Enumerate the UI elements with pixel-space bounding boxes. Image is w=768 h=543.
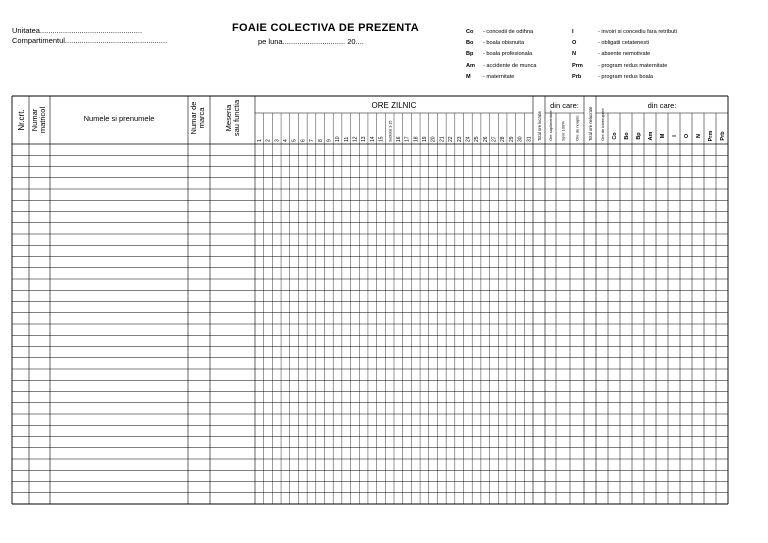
day-header: 2 [265, 139, 272, 142]
day-header: 14 [369, 136, 376, 142]
legend-code: M [466, 73, 471, 80]
day-header: 16 [395, 136, 402, 142]
unit-label: Unitatea................................................. [12, 26, 143, 35]
month-line: pe luna.............................. 20.... [258, 37, 364, 46]
day-header: 27 [491, 136, 498, 142]
legend-code: Bp [466, 51, 474, 58]
legend-code: O [572, 40, 577, 47]
day-header: 12 [352, 136, 359, 142]
sub-header: O [684, 133, 690, 139]
day-header: Subtotal 1-15 [388, 120, 393, 142]
sub-header: Co [612, 132, 618, 140]
legend-text: - boala profesionala [483, 51, 533, 58]
day-header: 6 [300, 139, 307, 142]
day-header: 21 [439, 136, 446, 142]
legend-text: - program redus boala [598, 73, 654, 80]
sub-header: Prb [720, 131, 726, 141]
col-meseria-header: sau functia [232, 99, 241, 137]
din-care-header: din care: [647, 101, 677, 110]
day-header: 3 [274, 139, 281, 142]
col-meseria-header: Meseria [224, 104, 233, 132]
day-header: 8 [317, 139, 324, 142]
sub-header: Bp [636, 132, 642, 140]
legend-code: Am [466, 62, 476, 69]
sub-header: Spor 100% [560, 121, 566, 141]
sub-header: Am [648, 131, 654, 141]
day-header: 17 [404, 136, 411, 142]
sub-header: Bo [624, 132, 630, 140]
day-header: 22 [448, 136, 455, 142]
legend-text: - maternitate [483, 73, 515, 80]
day-header: 25 [474, 136, 481, 142]
col-matricol-header: Numar [30, 108, 39, 132]
col-nr-header: Nr.crt. [17, 109, 26, 131]
legend-text: - obligatii cetatenesti [598, 40, 649, 47]
day-header: 30 [517, 136, 524, 142]
legend-text: - program redus maternitate [598, 62, 668, 69]
day-header: 29 [508, 136, 515, 142]
legend-text: - absente nemotivate [598, 51, 651, 58]
ore-zilnic-header: ORE ZILNIC [371, 101, 417, 110]
total-ore-header: Total ore lucrate [537, 111, 542, 141]
day-header: 24 [465, 136, 472, 142]
sub-header: Ore de intrerupere [600, 108, 605, 141]
legend-text: - accidente de munca [483, 62, 537, 69]
sub-header: Ore de noapte [574, 115, 580, 141]
sub-header: M [660, 133, 666, 139]
day-header: 4 [283, 139, 290, 142]
col-matricol-header: matricol [38, 106, 47, 134]
legend-code: Prm [572, 62, 583, 69]
day-header: 10 [335, 136, 342, 142]
day-header: 19 [422, 136, 429, 142]
legend-text: - boala obisnuita [483, 40, 525, 47]
col-marca-header: Numar de [189, 101, 198, 135]
total-nelucrate-header: Total ore nelucrate [588, 106, 593, 141]
day-header: 28 [500, 136, 507, 142]
sub-header: I [672, 135, 678, 137]
day-header: 11 [343, 136, 350, 142]
sub-header: N [696, 134, 702, 138]
day-header: 15 [378, 136, 385, 142]
col-marca-header: marca [197, 107, 206, 129]
day-header: 18 [413, 136, 420, 142]
legend-code: Co [466, 29, 474, 35]
din-care-header: din care: [550, 101, 579, 110]
day-header: 9 [326, 139, 333, 142]
day-header: 13 [361, 136, 368, 142]
sub-header: Ore suplimentare [548, 110, 554, 141]
day-header: 20 [430, 136, 437, 142]
day-header: 1 [256, 139, 263, 142]
day-header: 26 [482, 136, 489, 142]
legend-text: - invoiri si concediu fara retributi [598, 29, 677, 35]
legend-code: I [572, 29, 574, 35]
day-header: 5 [291, 139, 298, 142]
day-header: 7 [309, 139, 316, 142]
page-title: FOAIE COLECTIVA DE PREZENTA [232, 22, 419, 34]
day-header: 23 [456, 136, 463, 142]
day-header: 31 [526, 136, 533, 142]
legend-code: Bo [466, 40, 474, 47]
sub-header: Prm [708, 130, 714, 142]
legend-code: N [572, 51, 577, 58]
legend-text: - concedii de odihna [483, 29, 534, 35]
legend-code: Prb [572, 73, 582, 80]
department-label: Compartimentul................................................. [12, 36, 168, 45]
col-name-header: Numele si prenumele [83, 114, 155, 123]
